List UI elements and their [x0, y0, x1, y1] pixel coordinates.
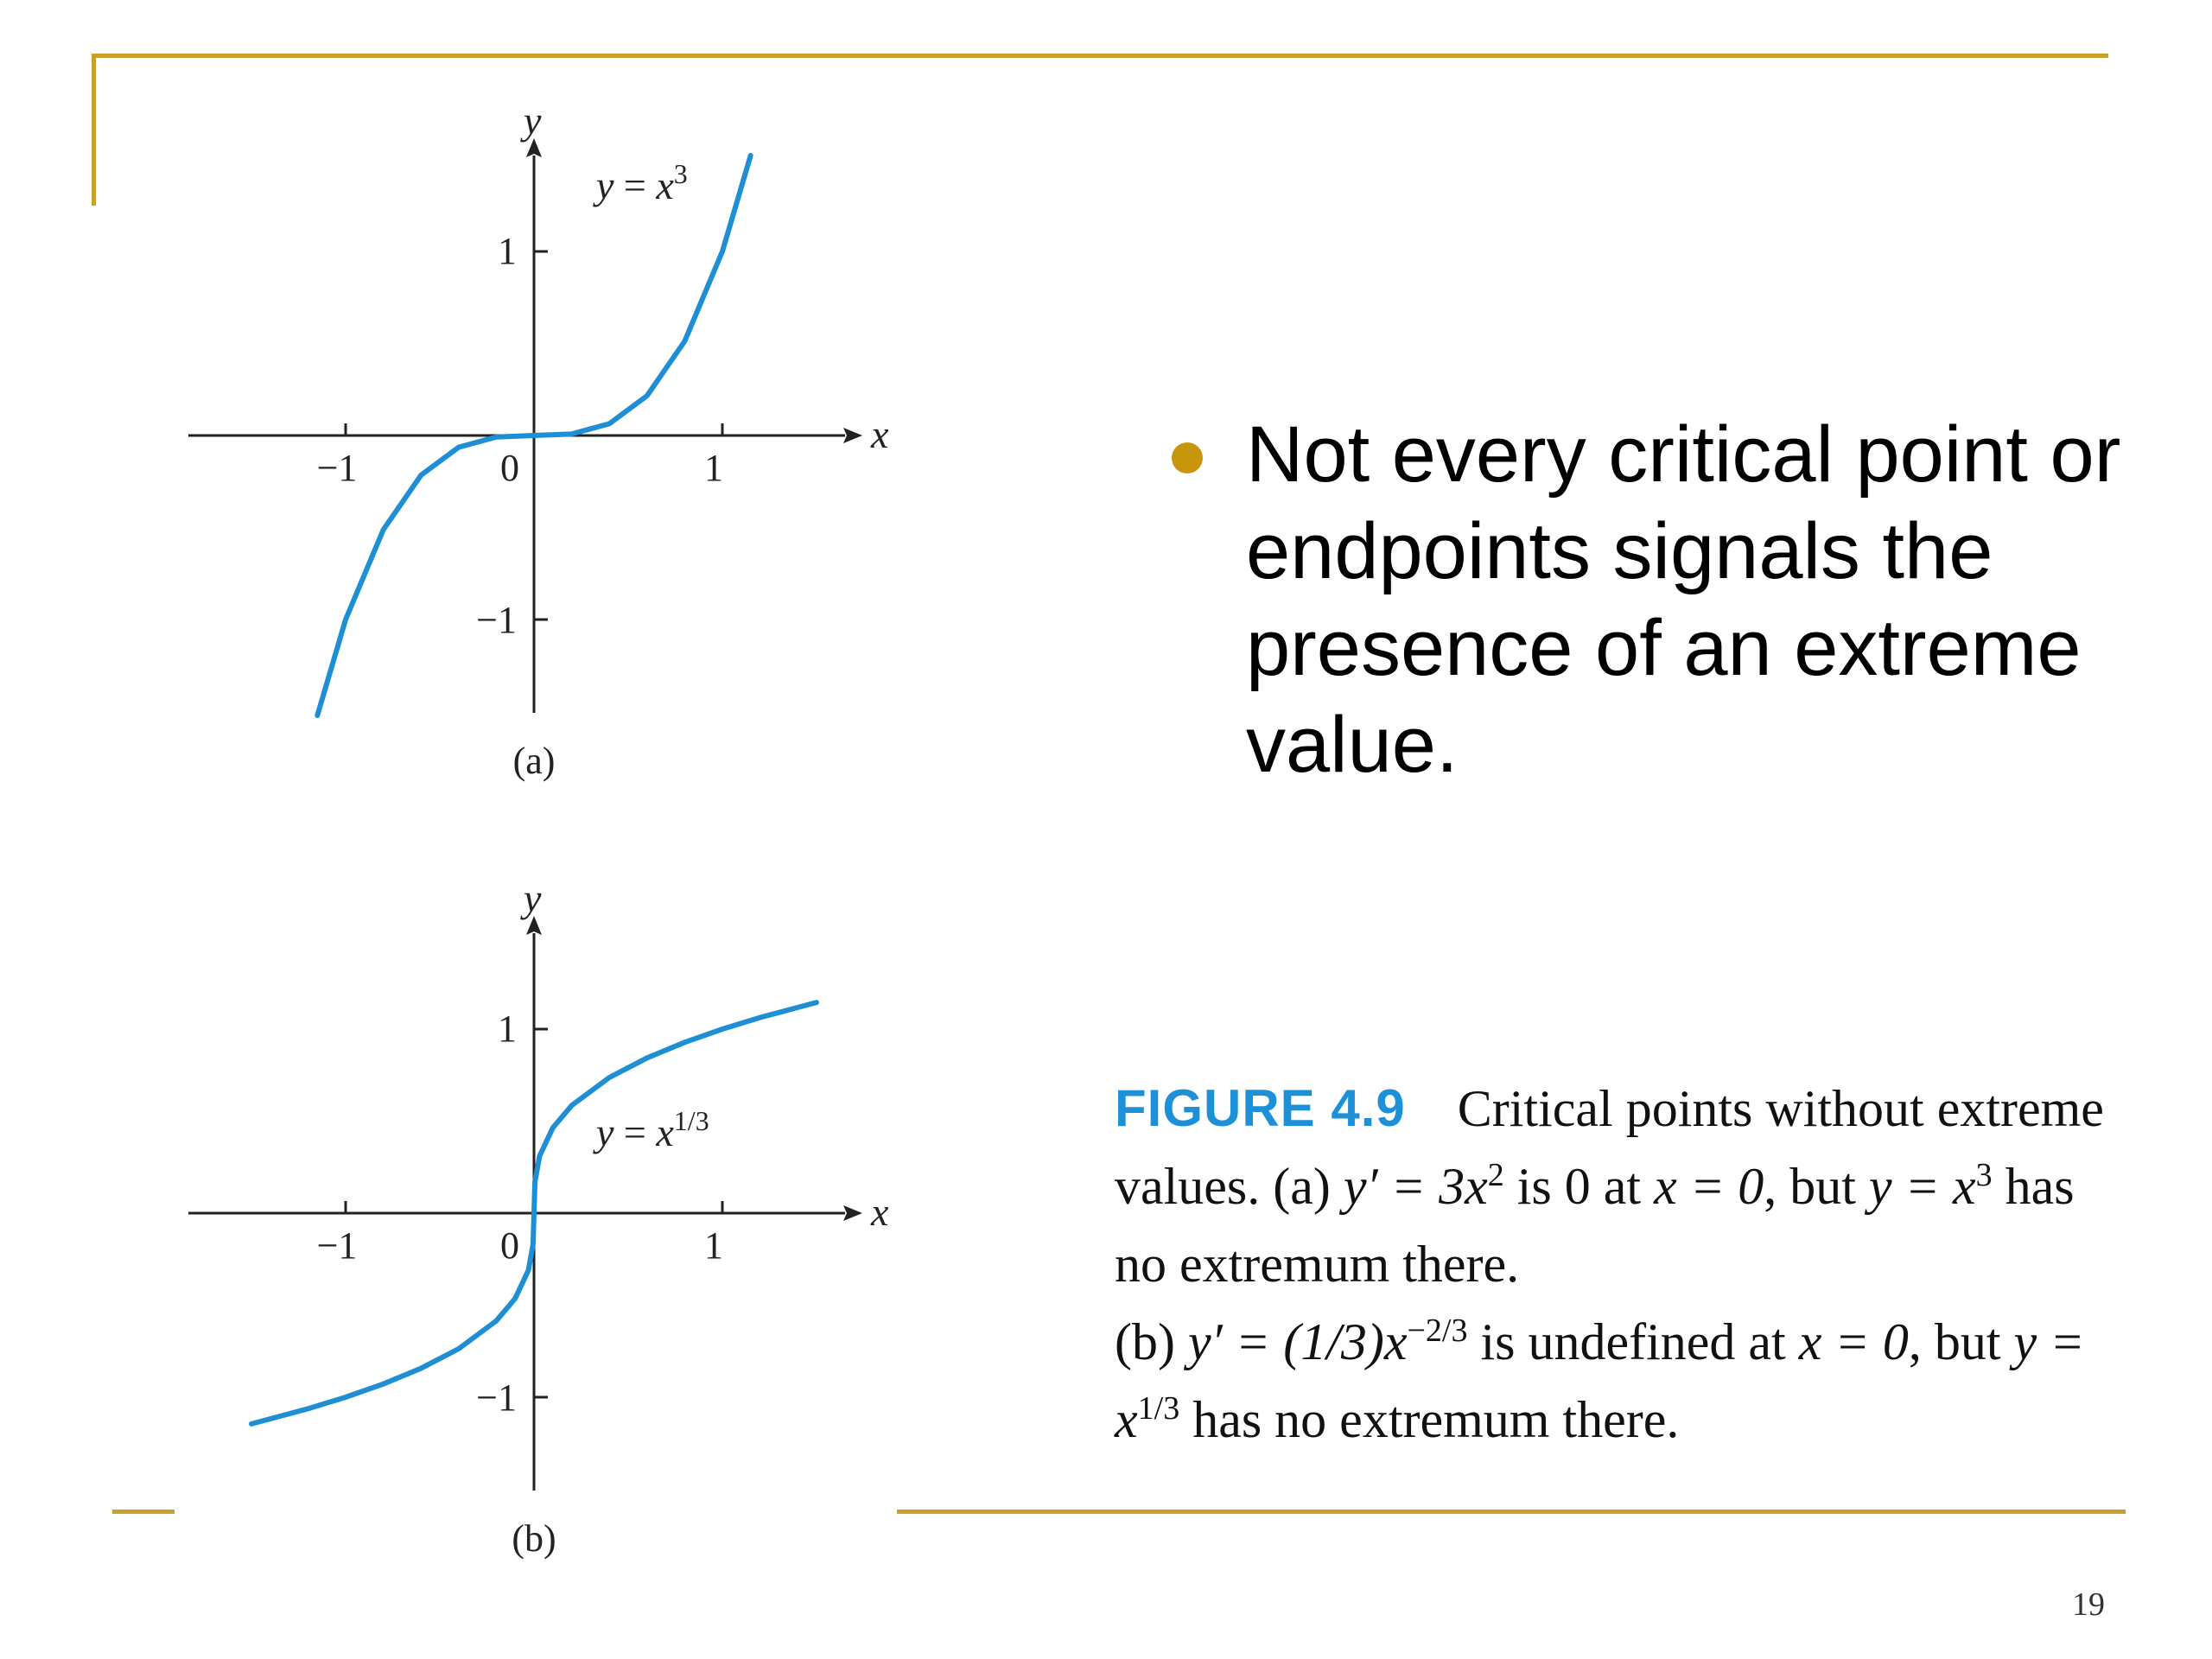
caption-b-where: x = 0	[1798, 1313, 1909, 1370]
page-number: 19	[2072, 1586, 2105, 1623]
origin-label: 0	[500, 1224, 519, 1267]
bottom-rule-right	[897, 1510, 2126, 1514]
x-tick-label-1: 1	[704, 1224, 723, 1267]
bullet-text: Not every critical point or endpoints signals the presence of an extreme value.	[1246, 410, 2121, 789]
panel-label-a: (a)	[512, 740, 556, 782]
chart-b-cube-root	[173, 876, 916, 1573]
caption-b-end: has no extremum there.	[1179, 1391, 1680, 1448]
caption-b-func: y = x	[1115, 1313, 2085, 1448]
caption-b-but: , but	[1908, 1313, 2014, 1370]
x-axis-arrow	[843, 1205, 862, 1221]
figure-number: FIGURE 4.9	[1115, 1079, 1406, 1137]
bottom-rule-left	[112, 1510, 175, 1514]
y-tick-label-neg1: −1	[476, 599, 517, 641]
caption-b-deriv: y′ = (1/3)x	[1187, 1313, 1408, 1370]
panel-label-b: (b)	[512, 1517, 556, 1560]
x-axis-label: x	[871, 412, 889, 456]
y-tick-label-neg1: −1	[476, 1376, 517, 1419]
x-tick-label-neg1: −1	[316, 1224, 358, 1267]
caption-a-deriv: y′ = 3x	[1343, 1158, 1488, 1215]
caption-b-mid: is undefined at	[1467, 1313, 1799, 1370]
origin-label: 0	[500, 447, 519, 489]
top-rule	[92, 54, 2108, 58]
function-label-a: $y = x^3$	[596, 158, 688, 207]
caption-a-deriv-exp: 2	[1487, 1157, 1504, 1193]
y-axis-label: y	[524, 99, 542, 143]
bullet-point-icon	[1172, 442, 1203, 474]
x-tick-label-1: 1	[704, 447, 723, 489]
x-axis-label: x	[871, 1190, 889, 1234]
caption-intro: Critical points without extreme values. (a)	[1115, 1080, 2104, 1215]
figure-caption	[1115, 1070, 2134, 1459]
caption-b-start: (b)	[1115, 1313, 1188, 1370]
caption-b-deriv-exp: −2/3	[1407, 1313, 1468, 1349]
caption-a-func: y = x	[1868, 1158, 1976, 1215]
chart-a-cubic	[173, 99, 916, 795]
caption-b-func-exp: 1/3	[1137, 1390, 1180, 1427]
x-tick-label-neg1: −1	[316, 447, 358, 489]
caption-a-end: has no extremum there.	[1115, 1158, 2075, 1293]
y-tick-label-1: 1	[498, 230, 517, 272]
y-axis-label: y	[524, 876, 542, 920]
function-label-b: $y = x^{1/3}$	[596, 1105, 709, 1154]
left-rule	[92, 54, 96, 206]
caption-a-where: x = 0	[1654, 1158, 1764, 1215]
caption-a-mid: is 0 at	[1503, 1158, 1655, 1215]
caption-a-func-exp: 3	[1975, 1157, 1993, 1193]
caption-a-but: , but	[1764, 1158, 1869, 1215]
x-axis-arrow	[843, 428, 862, 443]
y-tick-label-1: 1	[498, 1007, 517, 1050]
